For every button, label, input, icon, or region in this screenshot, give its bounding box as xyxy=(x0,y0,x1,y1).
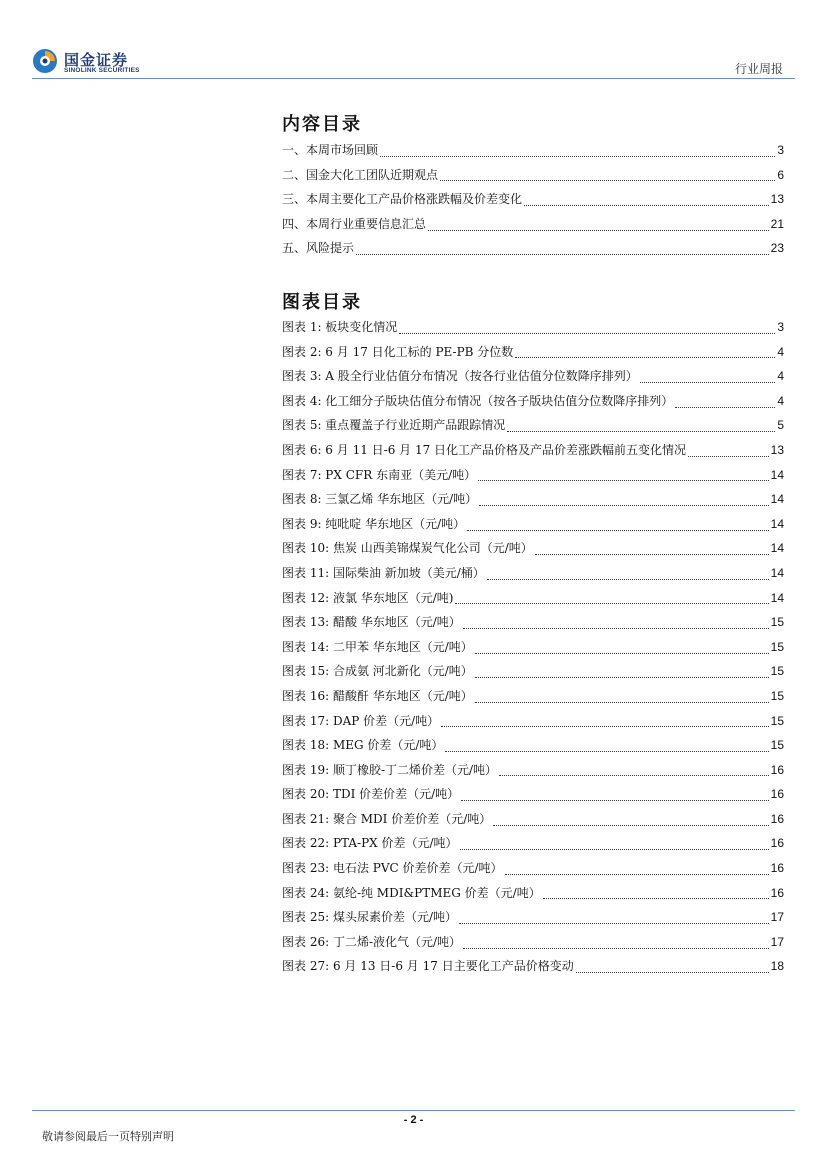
figure-entry-page: 13 xyxy=(770,442,784,457)
figure-entry-page: 16 xyxy=(770,836,784,851)
dot-leader xyxy=(535,554,769,555)
contents-entry[interactable] xyxy=(282,215,784,240)
figure-entry[interactable] xyxy=(282,957,784,982)
figure-entry-label: 图表 10: 焦炭 山西美锦煤炭气化公司（元/吨） xyxy=(282,541,533,556)
figure-entry-label: 图表 7: PX CFR 东南亚（美元/吨） xyxy=(282,467,477,482)
figures-title: 图表目录 xyxy=(282,292,362,313)
dot-leader xyxy=(640,382,776,383)
dot-leader xyxy=(543,898,769,899)
figure-entry-label: 图表 26: 丁二烯-液化气（元/吨） xyxy=(282,934,462,949)
dot-leader xyxy=(463,948,769,949)
figure-entry-page: 15 xyxy=(770,664,784,679)
figure-entry-label: 图表 4: 化工细分子版块估值分布情况（按各子版块估值分位数降序排列） xyxy=(282,393,674,408)
figure-entry[interactable] xyxy=(282,613,784,638)
figure-entry[interactable] xyxy=(282,367,784,392)
logo-english-name: SINOLINK SECURITIES xyxy=(64,67,140,74)
figure-entry-page: 16 xyxy=(770,861,784,876)
disclaimer-text: 敬请参阅最后一页特别声明 xyxy=(42,1130,174,1143)
footer-divider xyxy=(32,1110,795,1111)
figure-entry-page: 14 xyxy=(770,516,784,531)
figure-entry-page: 15 xyxy=(770,615,784,630)
figure-entry-page: 15 xyxy=(770,688,784,703)
dot-leader xyxy=(455,603,768,604)
contents-entry-label: 二、国金大化工团队近期观点 xyxy=(282,167,439,182)
figure-entry-label: 图表 11: 国际柴油 新加坡（美元/桶） xyxy=(282,565,485,580)
contents-title: 内容目录 xyxy=(282,114,362,135)
figure-entry-page: 14 xyxy=(770,565,784,580)
figure-entry-label: 图表 23: 电石法 PVC 价差价差（元/吨） xyxy=(282,861,503,876)
figure-entry[interactable] xyxy=(282,515,784,540)
figure-entry[interactable] xyxy=(282,318,784,343)
dot-leader xyxy=(475,702,769,703)
figure-entry[interactable] xyxy=(282,392,784,417)
contents-entry[interactable] xyxy=(282,190,784,215)
figure-entry-label: 图表 21: 聚合 MDI 价差价差（元/吨） xyxy=(282,811,492,826)
logo-mark-icon xyxy=(32,48,58,74)
dot-leader xyxy=(380,156,775,157)
figure-entry-page: 3 xyxy=(777,320,784,334)
figure-entry[interactable] xyxy=(282,638,784,663)
figure-entry-label: 图表 24: 氨纶-纯 MDI&PTMEG 价差（元/吨） xyxy=(282,885,541,900)
figure-entry-label: 图表 3: A 股全行业估值分布情况（按各行业估值分位数降序排列） xyxy=(282,369,638,384)
contents-entry-page: 6 xyxy=(777,167,784,182)
figure-entry[interactable] xyxy=(282,785,784,810)
figure-entry-label: 图表 19: 顺丁橡胶-丁二烯价差（元/吨） xyxy=(282,762,498,777)
dot-leader xyxy=(463,628,769,629)
page-header xyxy=(0,0,827,82)
page-number: - 2 - xyxy=(403,1114,424,1126)
dot-leader xyxy=(493,825,768,826)
figure-entry-label: 图表 15: 合成氨 河北新化（元/吨） xyxy=(282,664,473,679)
figure-entry-label: 图表 6: 6 月 11 日-6 月 17 日化工产品价格及产品价差涨跌幅前五变化情况 xyxy=(282,442,687,457)
figure-entry-page: 14 xyxy=(770,590,784,605)
figure-entry-label: 图表 18: MEG 价差（元/吨） xyxy=(282,738,444,753)
company-logo xyxy=(32,48,162,78)
figure-entry[interactable] xyxy=(282,343,784,368)
dot-leader xyxy=(440,180,775,181)
figure-entry[interactable] xyxy=(282,539,784,564)
dot-leader xyxy=(499,775,769,776)
contents-entry-page: 13 xyxy=(770,192,784,207)
figure-entry[interactable] xyxy=(282,933,784,958)
figure-entry-page: 16 xyxy=(770,787,784,802)
dot-leader xyxy=(459,923,769,924)
figure-entry-label: 图表 9: 纯吡啶 华东地区（元/吨） xyxy=(282,516,466,531)
dot-leader xyxy=(445,751,768,752)
header-divider xyxy=(32,78,795,79)
figure-entry-label: 图表 12: 液氯 华东地区（元/吨) xyxy=(282,590,454,605)
figure-entry[interactable] xyxy=(282,441,784,466)
figure-entry[interactable] xyxy=(282,736,784,761)
contents-entry[interactable] xyxy=(282,166,784,191)
contents-entry-label: 四、本周行业重要信息汇总 xyxy=(282,216,427,231)
figure-entry[interactable] xyxy=(282,416,784,441)
logo-chinese-name: 国金证券 xyxy=(64,51,129,69)
contents-list xyxy=(282,141,784,264)
figure-entry-label: 图表 8: 三氯乙烯 华东地区（元/吨） xyxy=(282,492,478,507)
dot-leader xyxy=(478,480,769,481)
figure-entry-label: 图表 16: 醋酸酐 华东地区（元/吨） xyxy=(282,688,473,703)
figure-entry-page: 17 xyxy=(770,934,784,949)
figure-entry-label: 图表 22: PTA-PX 价差（元/吨） xyxy=(282,836,458,851)
dot-leader xyxy=(507,431,775,432)
figure-entry[interactable] xyxy=(282,490,784,515)
figure-entry-page: 16 xyxy=(770,762,784,777)
figure-entry-page: 14 xyxy=(770,467,784,482)
dot-leader xyxy=(475,677,769,678)
figure-entry[interactable] xyxy=(282,687,784,712)
figure-entry-label: 图表 2: 6 月 17 日化工标的 PE-PB 分位数 xyxy=(282,344,514,359)
dot-leader xyxy=(688,456,769,457)
figure-entry-page: 15 xyxy=(770,713,784,728)
figure-entry[interactable] xyxy=(282,662,784,687)
dot-leader xyxy=(479,505,768,506)
figure-entry-page: 14 xyxy=(770,541,784,556)
dot-leader xyxy=(460,849,769,850)
figure-entry[interactable] xyxy=(282,761,784,786)
contents-entry-label: 五、风险提示 xyxy=(282,241,355,256)
contents-entry[interactable] xyxy=(282,239,784,264)
figure-entry-label: 图表 20: TDI 价差价差（元/吨） xyxy=(282,787,460,802)
contents-entry[interactable] xyxy=(282,141,784,166)
figure-entry-label: 图表 1: 板块变化情况 xyxy=(282,320,398,334)
figure-entry-label: 图表 25: 煤头尿素价差（元/吨） xyxy=(282,910,457,925)
figure-entry-page: 18 xyxy=(770,959,784,974)
figure-entry[interactable] xyxy=(282,712,784,737)
figure-entry-page: 15 xyxy=(770,738,784,753)
dot-leader xyxy=(399,333,775,334)
figure-entry-page: 16 xyxy=(770,885,784,900)
contents-entry-label: 三、本周主要化工产品价格涨跌幅及价差变化 xyxy=(282,192,523,207)
figure-entry-page: 17 xyxy=(770,910,784,925)
report-type-label: 行业周报 xyxy=(734,62,783,76)
dot-leader xyxy=(524,205,769,206)
dot-leader xyxy=(505,874,769,875)
dot-leader xyxy=(461,800,768,801)
dot-leader xyxy=(675,407,775,408)
figure-entry[interactable] xyxy=(282,884,784,909)
dot-leader xyxy=(356,254,769,255)
figure-entry-label: 图表 17: DAP 价差（元/吨） xyxy=(282,713,440,728)
figure-entry[interactable] xyxy=(282,589,784,614)
figure-entry[interactable] xyxy=(282,810,784,835)
contents-entry-label: 一、本周市场回顾 xyxy=(282,143,379,157)
figure-entry[interactable] xyxy=(282,859,784,884)
figure-entry-page: 16 xyxy=(770,811,784,826)
figure-entry-label: 图表 27: 6 月 13 日-6 月 17 日主要化工产品价格变动 xyxy=(282,959,574,974)
dot-leader xyxy=(441,726,768,727)
contents-entry-page: 23 xyxy=(770,241,784,256)
figure-entry-page: 5 xyxy=(777,418,784,433)
figure-entry-page: 15 xyxy=(770,639,784,654)
figure-entry-label: 图表 14: 二甲苯 华东地区（元/吨） xyxy=(282,639,473,654)
figures-list xyxy=(282,318,784,982)
dot-leader xyxy=(576,972,769,973)
figure-entry-page: 14 xyxy=(770,492,784,507)
dot-leader xyxy=(428,230,769,231)
dot-leader xyxy=(487,579,769,580)
figure-entry[interactable] xyxy=(282,564,784,589)
dot-leader xyxy=(475,653,769,654)
dot-leader xyxy=(467,530,768,531)
contents-entry-page: 21 xyxy=(770,216,784,231)
figure-entry-page: 4 xyxy=(777,369,784,384)
figure-entry[interactable] xyxy=(282,908,784,933)
dot-leader xyxy=(515,357,775,358)
figure-entry-label: 图表 13: 醋酸 华东地区（元/吨） xyxy=(282,615,461,630)
contents-entry-page: 3 xyxy=(777,143,784,157)
figure-entry-page: 4 xyxy=(777,393,784,408)
figure-entry-label: 图表 5: 重点覆盖子行业近期产品跟踪情况 xyxy=(282,418,506,433)
figure-entry[interactable] xyxy=(282,466,784,491)
figure-entry[interactable] xyxy=(282,834,784,859)
figure-entry-page: 4 xyxy=(777,344,784,359)
